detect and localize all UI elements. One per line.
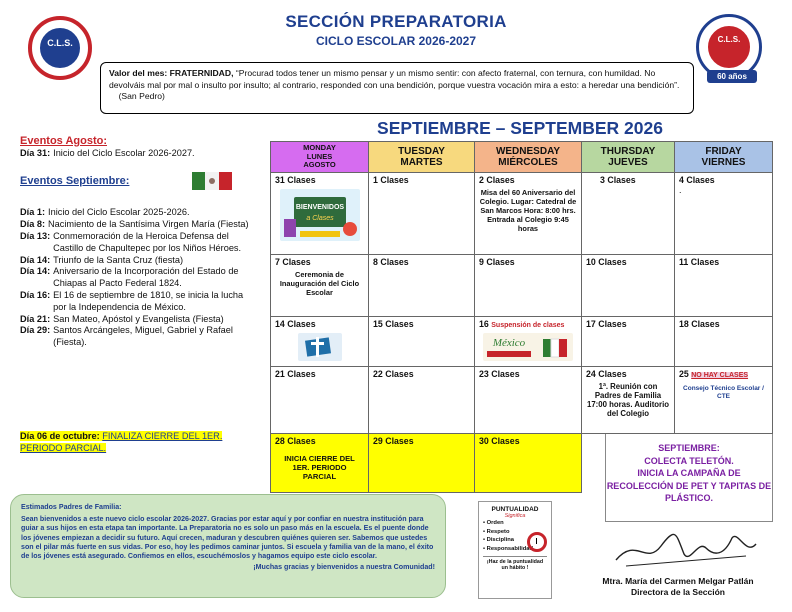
alarm-clock-icon bbox=[527, 532, 547, 552]
director-signature bbox=[606, 526, 766, 572]
calendar-title: SEPTIEMBRE – SEPTEMBER 2026 bbox=[377, 118, 663, 138]
header-wednesday bbox=[475, 142, 582, 173]
day-label: 18 Clases bbox=[679, 319, 720, 329]
day-label: 9 Clases bbox=[479, 257, 515, 267]
day-note: 1ª. Reunión con Padres de Familia 17:00 horas. Auditorio del Colegio bbox=[586, 382, 670, 418]
header-label: MARTES bbox=[400, 157, 443, 168]
day-note: Ceremonia de Inauguración del Ciclo Escolar bbox=[279, 270, 360, 297]
cte-badge: Consejo Técnico Escolar / CTE bbox=[683, 385, 764, 400]
header-friday bbox=[675, 142, 773, 173]
day-label: 15 Clases bbox=[373, 319, 414, 329]
day-label: 25 bbox=[679, 369, 689, 379]
day-label: 24 Clases bbox=[586, 369, 627, 379]
welcome-back-image bbox=[280, 189, 360, 241]
day-cell bbox=[271, 434, 369, 493]
header-label: THURSDAY bbox=[600, 146, 656, 157]
school-year: CICLO ESCOLAR 2026-2027 bbox=[315, 34, 477, 48]
september-event bbox=[20, 255, 250, 267]
day-cell bbox=[475, 255, 582, 317]
september-event bbox=[20, 325, 250, 349]
day-cell bbox=[369, 173, 475, 255]
day-label: 30 Clases bbox=[479, 436, 520, 446]
day-cell bbox=[475, 173, 582, 255]
director-role: Directora de la Sección bbox=[630, 587, 725, 597]
teleton-notice bbox=[605, 434, 773, 522]
event-text: Aniversario de la Incorporación del Estado de Chiapas al Pacto Federal 1824. bbox=[53, 266, 239, 289]
header-label: MONDAY bbox=[303, 143, 336, 153]
day-label: 31 Clases bbox=[275, 175, 316, 185]
september-event bbox=[20, 219, 250, 231]
day-cell bbox=[271, 367, 369, 434]
september-event bbox=[20, 314, 250, 326]
header-label: AGOSTO bbox=[303, 160, 336, 170]
punctuality-item: • Responsabilidad bbox=[483, 545, 534, 552]
september-event bbox=[20, 207, 250, 219]
august-event bbox=[20, 148, 250, 160]
parents-body: Sean bienvenidos a este nuevo ciclo escolar 2026-2027. Gracias por estar aquí y por confiar en nuestra institución para guiar a sus hijos en esta etapa tan importante. La Preparatoria no es solo un paso más en la escuela. Es el puente donde los jóvenes empiezan a decidir su futuro. Aquí crecen, maduran y descubren quiénes quieren ser. Sabemos que ustedes son el pilar más fuerte en sus vidas. Por eso, hoy les pedimos caminar juntos. Si escuela y familia van de la mano, el éxito de los jóvenes está asegurado. Confiemos en ellos, escuchémoslos y hagamos equipo este ciclo escolar. bbox=[21, 515, 434, 561]
teleton-line: INICIA LA CAMPAÑA DE RECOLECCIÓN DE PET Y TAPITAS DE PLÁSTICO. bbox=[606, 468, 772, 503]
day-label: 16 bbox=[479, 319, 489, 329]
header-label: MIÉRCOLES bbox=[498, 157, 558, 168]
header-label: LUNES bbox=[306, 151, 333, 161]
day-label: 1 Clases bbox=[373, 175, 409, 185]
day-label: 23 Clases bbox=[479, 369, 520, 379]
september-event bbox=[20, 231, 250, 255]
parents-message bbox=[10, 494, 446, 598]
day-cell bbox=[675, 255, 773, 317]
svg-text:a Clases: a Clases bbox=[305, 215, 334, 222]
independence-day-image bbox=[483, 333, 573, 361]
svg-text:BIENVENIDOS: BIENVENIDOS bbox=[295, 204, 344, 211]
event-text: Inicio del Ciclo Escolar 2026-2027. bbox=[53, 147, 195, 158]
day-label: 8 Clases bbox=[373, 257, 409, 267]
event-day: Día 14: bbox=[20, 266, 51, 277]
august-events-title: Eventos Agosto: bbox=[20, 135, 107, 147]
page-header bbox=[0, 12, 792, 48]
punctuality-footer: ¡Haz de la puntualidad un hábito ! bbox=[483, 556, 547, 571]
day-label: 22 Clases bbox=[373, 369, 414, 379]
value-of-month-box bbox=[100, 62, 694, 114]
event-day: Día 31: bbox=[20, 147, 51, 158]
suspension-note: Suspensión de clases bbox=[491, 322, 565, 329]
event-day: Día 8: bbox=[20, 219, 46, 230]
no-classes-note: NO HAY CLASES bbox=[691, 372, 749, 379]
day-note: Misa del 60 Aniversario del Colegio. Lugar: Catedral de San Marcos Hora: 8:00 hrs. Entrada al Colegio 9:45 horas bbox=[479, 188, 577, 233]
logo-right-ribbon: 60 años bbox=[707, 70, 757, 83]
day-cell bbox=[369, 434, 475, 493]
event-day: Día 29: bbox=[20, 325, 51, 336]
event-day: Día 16: bbox=[20, 289, 51, 300]
day-cell bbox=[271, 255, 369, 317]
day-label: 28 Clases bbox=[275, 436, 316, 446]
september-event bbox=[20, 266, 250, 290]
punctuality-poster bbox=[478, 501, 552, 599]
day-cell bbox=[475, 367, 582, 434]
event-text: Nacimiento de la Santísima Virgen María (Fiesta) bbox=[48, 219, 249, 230]
day-cell bbox=[582, 255, 675, 317]
teleton-line: SEPTIEMBRE: bbox=[658, 443, 720, 453]
director-block bbox=[578, 576, 778, 598]
value-label: Valor del mes: FRATERNIDAD, bbox=[109, 68, 234, 78]
header-label: TUESDAY bbox=[398, 146, 445, 157]
day-label: 29 Clases bbox=[373, 436, 414, 446]
header-tuesday bbox=[369, 142, 475, 173]
october-notice bbox=[20, 430, 250, 454]
santa-cruz-image bbox=[298, 333, 342, 361]
day-cell bbox=[582, 367, 675, 434]
day-label: 17 Clases bbox=[586, 319, 627, 329]
header-thursday bbox=[582, 142, 675, 173]
day-note: . bbox=[679, 185, 682, 195]
day-cell bbox=[582, 317, 675, 367]
day-cell bbox=[675, 367, 773, 434]
punctuality-subtitle: Significa bbox=[504, 513, 526, 519]
event-text: Triunfo de la Santa Cruz (fiesta) bbox=[53, 254, 184, 265]
day-label: 14 Clases bbox=[275, 319, 316, 329]
punctuality-title: PUNTUALIDAD bbox=[491, 506, 539, 513]
section-title: SECCIÓN PREPARATORIA bbox=[285, 12, 507, 31]
day-label: 11 Clases bbox=[679, 257, 720, 267]
day-cell bbox=[582, 173, 675, 255]
october-day: Día 06 de octubre: bbox=[20, 431, 100, 441]
header-label: VIERNES bbox=[701, 157, 746, 168]
event-day: Día 21: bbox=[20, 313, 51, 324]
day-cell bbox=[475, 317, 582, 367]
parents-greeting: Estimados Padres de Familia: bbox=[21, 503, 122, 511]
september-events-title: Eventos Septiembre: bbox=[20, 174, 130, 187]
day-label: 4 Clases bbox=[679, 175, 715, 185]
director-name: Mtra. María del Carmen Melgar Patlán bbox=[602, 576, 754, 586]
event-day: Día 14: bbox=[20, 254, 51, 265]
event-day: Día 13: bbox=[20, 230, 51, 241]
day-cell bbox=[271, 317, 369, 367]
event-text: Santos Arcángeles, Miguel, Gabriel y Rafael (Fiesta). bbox=[53, 325, 233, 348]
teleton-line: COLECTA TELETÓN. bbox=[644, 455, 734, 466]
day-label: 10 Clases bbox=[586, 257, 627, 267]
event-text: Inicio del Ciclo Escolar 2025-2026. bbox=[48, 207, 190, 218]
header-monday bbox=[271, 142, 369, 173]
event-text: San Mateo, Apóstol y Evangelista (Fiesta) bbox=[53, 313, 224, 324]
logo-left-text: C.L.S. bbox=[47, 38, 73, 48]
punctuality-item: • Respeto bbox=[483, 528, 510, 535]
day-cell bbox=[271, 173, 369, 255]
header-label: FRIDAY bbox=[705, 146, 742, 157]
day-cell bbox=[675, 173, 773, 255]
mexican-flag-icon bbox=[192, 168, 232, 194]
punctuality-item: • Disciplina bbox=[483, 537, 515, 543]
day-label: 21 Clases bbox=[275, 369, 316, 379]
header-label: JUEVES bbox=[608, 157, 648, 168]
event-text: Conmemoración de la Heroica Defensa del Castillo de Chapultepec por los Niños Héroes. bbox=[53, 230, 242, 253]
day-cell bbox=[675, 317, 773, 367]
day-label: 2 Clases bbox=[479, 175, 515, 185]
day-cell bbox=[369, 367, 475, 434]
day-cell bbox=[369, 255, 475, 317]
september-event bbox=[20, 290, 250, 314]
punctuality-item: • Orden bbox=[483, 520, 504, 526]
svg-text:México: México bbox=[492, 337, 526, 349]
value-quote: “Procurad todos tener un mismo pensar y un mismo sentir: con afecto fraternal, con ternura, con humildad. No devolváis mal por mal o insulto por insulto; al contrario, responded con una bendición, porque vuestra vocación mira a esto: a heredar una bendición”. bbox=[109, 68, 680, 90]
october-text: FINALIZA CIERRE DEL 1ER. PERIODO PARCIAL. bbox=[20, 431, 223, 453]
event-day: Día 1: bbox=[20, 207, 46, 218]
event-text: El 16 de septiembre de 1810, se inicia la lucha por la Independencia de México. bbox=[53, 289, 244, 312]
header-label: WEDNESDAY bbox=[495, 146, 561, 157]
value-source: (San Pedro) bbox=[118, 91, 165, 101]
day-cell bbox=[369, 317, 475, 367]
day-label: 7 Clases bbox=[275, 257, 311, 267]
day-cell bbox=[475, 434, 582, 493]
day-note: INICIA CIERRE DEL 1ER. PERIODO PARCIAL bbox=[284, 454, 355, 481]
logo-right-text: C.L.S. bbox=[717, 35, 741, 44]
day-label: 3 Clases bbox=[600, 175, 636, 185]
parents-closing: ¡Muchas gracias y bienvenidos a nuestra Comunidad! bbox=[253, 563, 435, 572]
